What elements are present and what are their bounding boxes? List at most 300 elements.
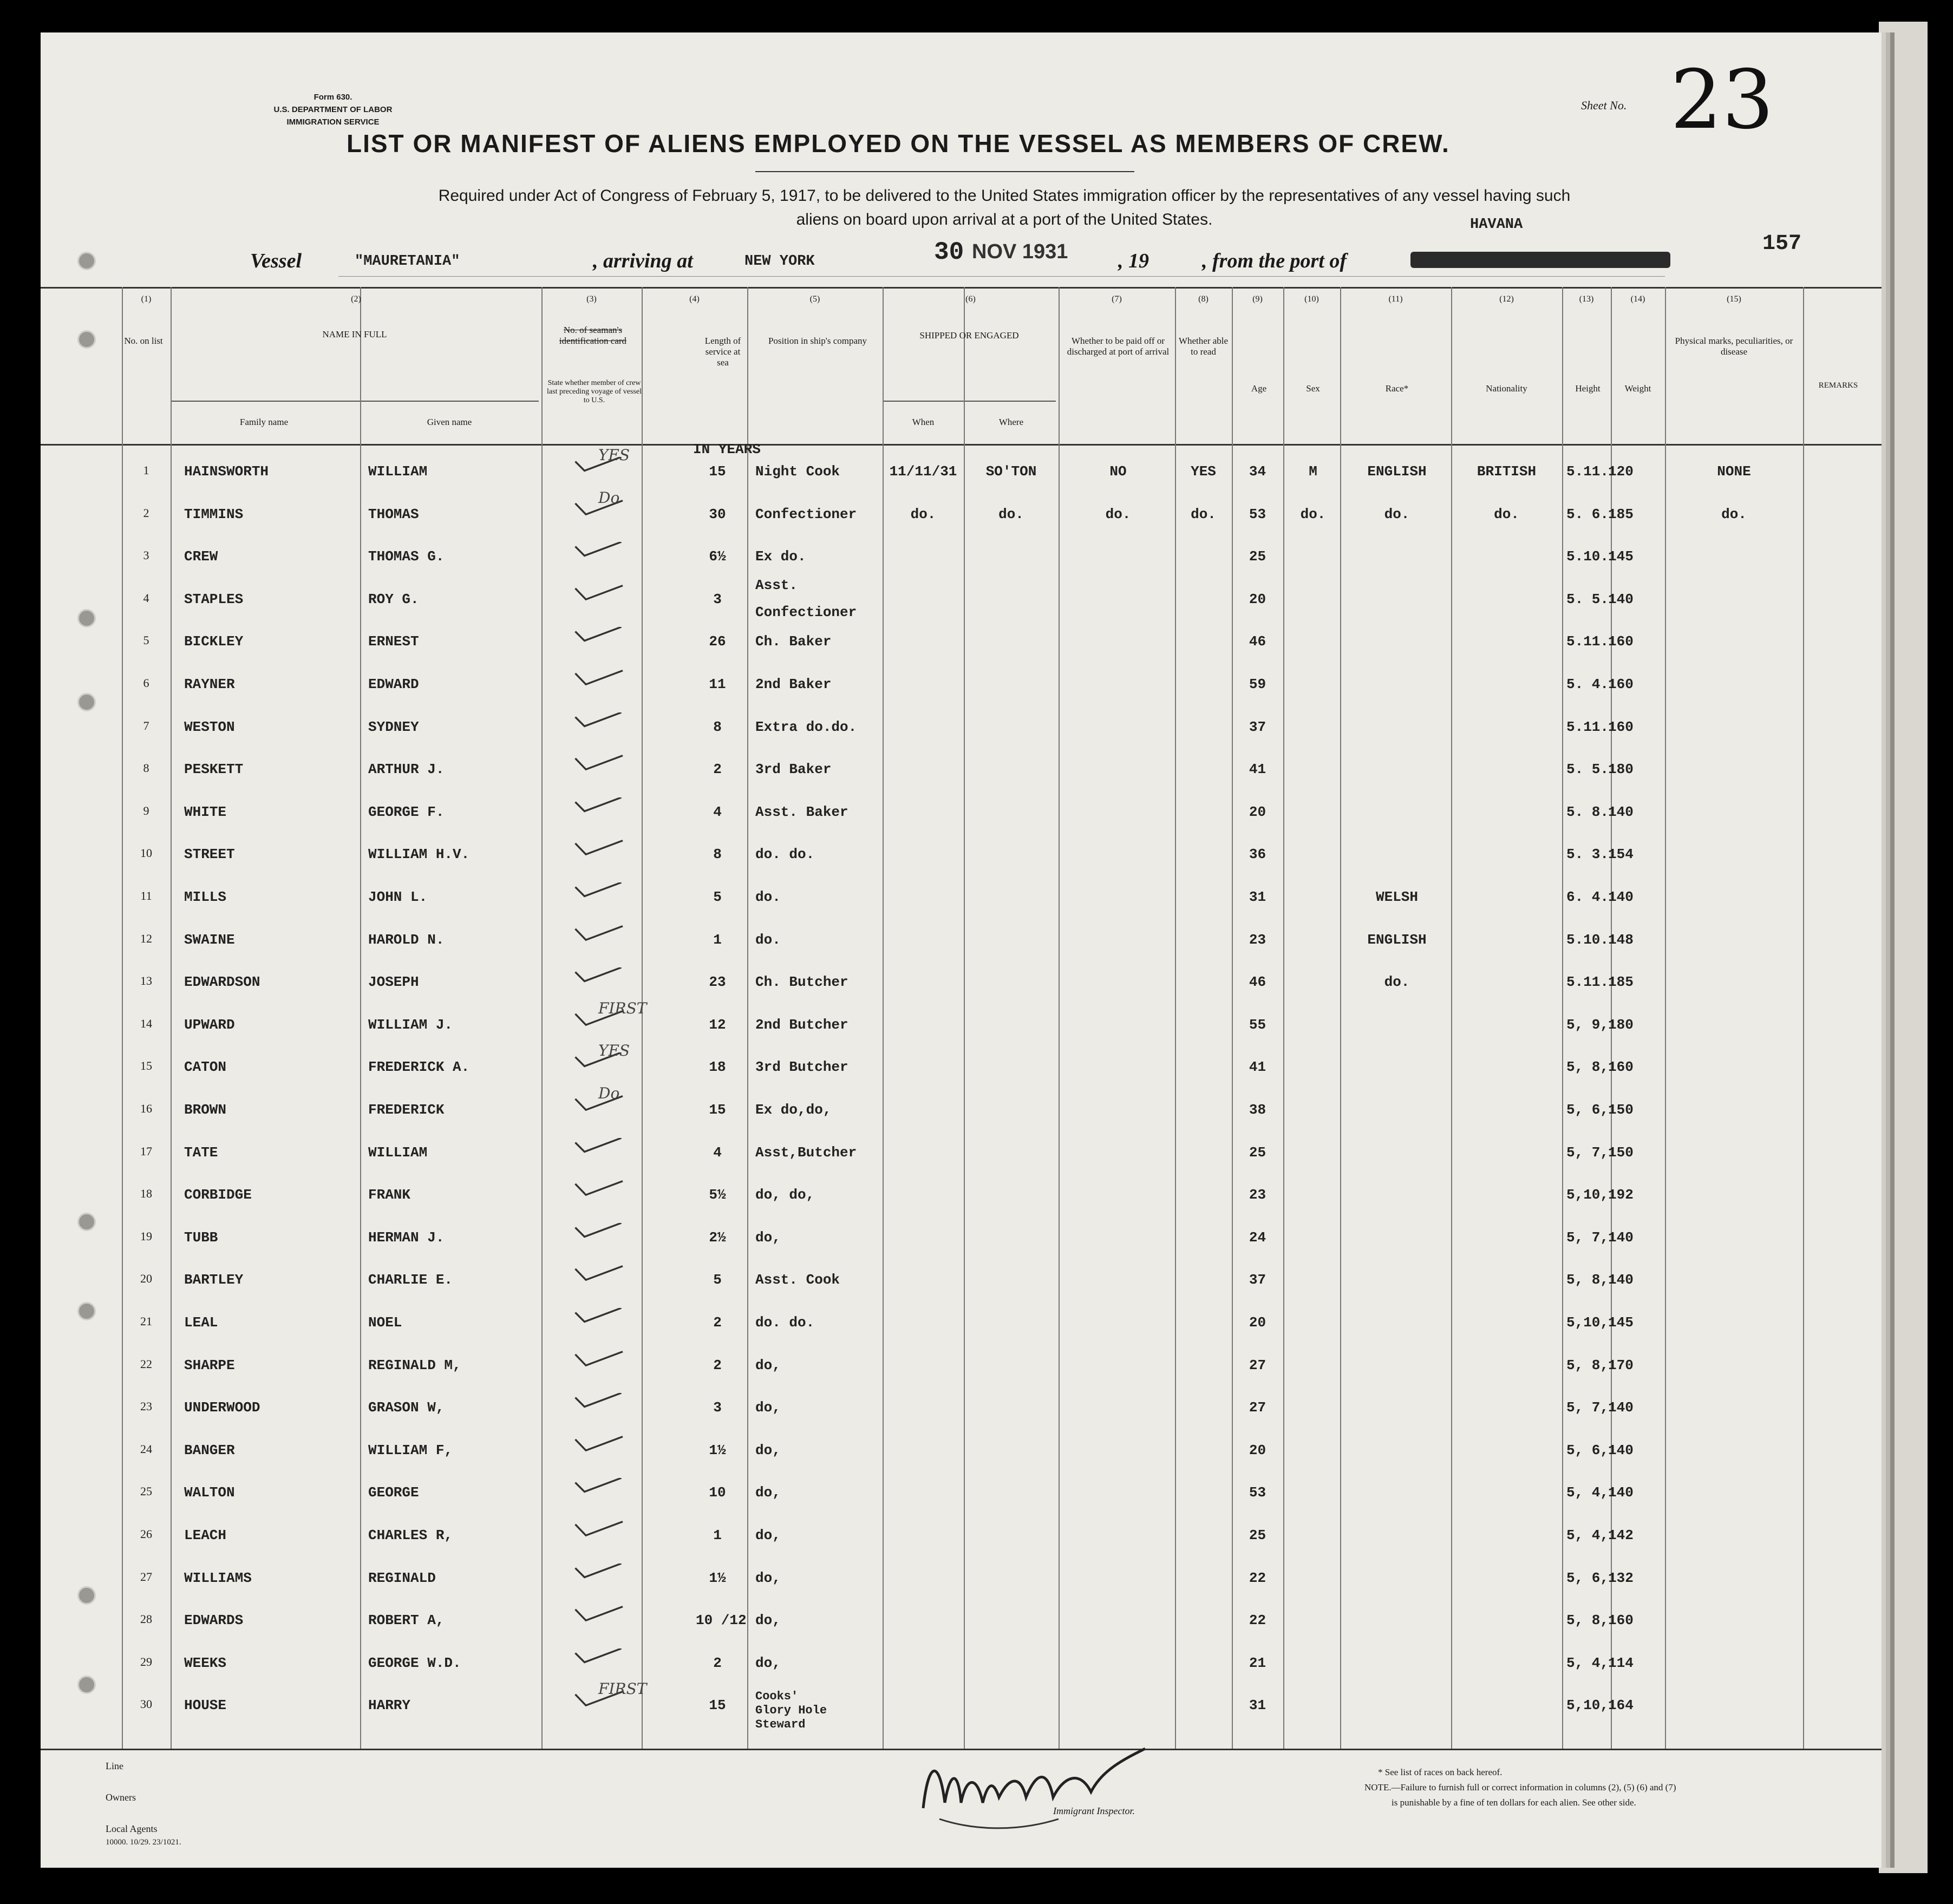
weight: 140 [1608, 1399, 1634, 1416]
age: 31 [1249, 889, 1266, 905]
row-number: 28 [140, 1612, 152, 1626]
weight: 132 [1608, 1570, 1634, 1586]
manifest-title: LIST OR MANIFEST OF ALIENS EMPLOYED ON THE VESSEL AS MEMBERS OF CREW. [347, 129, 1450, 158]
row-number: 21 [140, 1314, 152, 1328]
position: Night Cook [755, 463, 840, 480]
sex: do. [1300, 506, 1326, 522]
weight: 180 [1608, 761, 1634, 777]
age: 37 [1249, 719, 1266, 735]
crew-table [41, 287, 1882, 1754]
row-number: 27 [140, 1570, 152, 1584]
table-row [41, 999, 1882, 1046]
page-number: 157 [1762, 232, 1802, 256]
table-row [41, 886, 1882, 918]
row-number: 24 [140, 1442, 152, 1456]
family-name: TUBB [184, 1229, 218, 1246]
length-of-service: 3 [713, 591, 722, 607]
header-position: Position in ship's company [768, 336, 867, 346]
header-weight: Weight [1624, 383, 1651, 394]
header-family-name: Family name [239, 417, 289, 427]
position: do, do, [755, 1187, 815, 1203]
length-of-service: 4 [713, 804, 722, 820]
redacted-port-strike [1410, 252, 1670, 268]
age: 23 [1249, 1187, 1266, 1203]
length-of-service: 12 [709, 1017, 726, 1033]
row-number: 29 [140, 1655, 152, 1669]
weight: 160 [1608, 1059, 1634, 1075]
weight: 164 [1608, 1697, 1634, 1713]
weight: 150 [1608, 1144, 1634, 1161]
vessel-underline [338, 276, 1665, 277]
weight: 145 [1608, 548, 1634, 565]
height: 5.10. [1566, 548, 1609, 565]
height: 5. 6. [1566, 506, 1609, 522]
height: 5.10. [1566, 932, 1609, 948]
position: do, [755, 1570, 781, 1586]
table-row [41, 758, 1882, 790]
height: 5,10, [1566, 1697, 1609, 1713]
row-number: 1 [143, 463, 149, 477]
row-number: 17 [140, 1144, 152, 1158]
given-name: WILLIAM [368, 1144, 428, 1161]
column-number: (4) [689, 295, 700, 304]
height: 5,10, [1566, 1314, 1609, 1331]
height: 5, 4, [1566, 1655, 1609, 1671]
row-number: 16 [140, 1102, 152, 1115]
row-number: 14 [140, 1017, 152, 1030]
position-line-2: Confectioner [755, 604, 857, 620]
table-row [41, 630, 1882, 663]
given-name: GEORGE [368, 1484, 419, 1501]
race: ENGLISH [1367, 932, 1427, 948]
length-of-service: 2 [713, 1314, 722, 1331]
family-name: RAYNER [184, 676, 235, 692]
able-to-read: do. [1191, 506, 1216, 522]
weight: 180 [1608, 1017, 1634, 1033]
age: 36 [1249, 846, 1266, 862]
shipped-where: SO'TON [985, 463, 1037, 480]
position: do, [755, 1612, 781, 1628]
position: Ch. Baker [755, 633, 832, 650]
header-race: Race* [1385, 383, 1409, 394]
length-of-service: 26 [709, 633, 726, 650]
column-number: (13) [1579, 295, 1594, 304]
family-name: CREW [184, 548, 218, 565]
check-mark [569, 1648, 628, 1667]
age: 59 [1249, 676, 1266, 692]
weight: 140 [1608, 1442, 1634, 1458]
given-name: JOSEPH [368, 974, 419, 990]
length-of-service: 5½ [709, 1187, 726, 1203]
given-name: HARRY [368, 1697, 411, 1713]
position: Asst. Cook [755, 1272, 840, 1288]
position: do, [755, 1527, 781, 1543]
height: 5.11. [1566, 463, 1609, 480]
given-name: GEORGE F. [368, 804, 445, 820]
length-of-service: 30 [709, 506, 726, 522]
family-name: UNDERWOOD [184, 1399, 260, 1416]
length-of-service: 2 [713, 761, 722, 777]
weight: 140 [1608, 1484, 1634, 1501]
check-mark [569, 925, 628, 944]
position: do, [755, 1655, 781, 1671]
length-of-service: 8 [713, 719, 722, 735]
height: 5.11. [1566, 974, 1609, 990]
height: 5, 4, [1566, 1484, 1609, 1501]
nationality: do. [1494, 506, 1519, 522]
height: 5, 8, [1566, 1059, 1609, 1075]
penalty-note-line-2: is punishable by a fine of ten dollars for each alien. See other side. [1392, 1797, 1636, 1808]
check-mark [569, 1351, 628, 1369]
row-number: 22 [140, 1357, 152, 1371]
table-row [41, 1084, 1882, 1131]
position: do, [755, 1357, 781, 1373]
table-row [41, 716, 1882, 748]
given-name: FRANK [368, 1187, 411, 1203]
sheet-number: 23 [1670, 53, 1774, 147]
family-name: WESTON [184, 719, 235, 735]
length-of-service: 18 [709, 1059, 726, 1075]
check-mark [569, 542, 628, 560]
position: 2nd Butcher [755, 1017, 848, 1033]
table-row [41, 1396, 1882, 1429]
family-name: WILLIAMS [184, 1570, 252, 1586]
weight: 160 [1608, 676, 1634, 692]
check-mark [569, 797, 628, 816]
length-of-service: 2 [713, 1655, 722, 1671]
vessel-name: "MAURETANIA" [355, 253, 460, 270]
position: do. [755, 932, 781, 948]
length-of-service: 3 [713, 1399, 722, 1416]
table-row [41, 928, 1882, 961]
row-number: 5 [143, 633, 149, 647]
underlying-page-edge [1879, 22, 1928, 1873]
column-number: (8) [1198, 295, 1209, 304]
physical-marks: do. [1721, 506, 1747, 522]
weight: 192 [1608, 1187, 1634, 1203]
handwritten-note: FIRST [598, 999, 647, 1017]
paid-off: do. [1105, 506, 1131, 522]
age: 41 [1249, 1059, 1266, 1075]
race: do. [1384, 506, 1410, 522]
line-label: Line [106, 1761, 123, 1771]
position: Ch. Butcher [755, 974, 848, 990]
in-years-label: IN YEARS [693, 441, 761, 457]
position: do, [755, 1229, 781, 1246]
header-seaman-card: No. of seaman's identification card [559, 325, 627, 346]
row-number: 2 [143, 506, 149, 520]
given-name: JOHN L. [368, 889, 428, 905]
check-mark [569, 1265, 628, 1284]
row-number: 30 [140, 1697, 152, 1711]
age: 22 [1249, 1612, 1266, 1628]
family-name: TATE [184, 1144, 218, 1161]
weight: 160 [1608, 719, 1634, 735]
family-name: PESKETT [184, 761, 244, 777]
position: do, [755, 1442, 781, 1458]
row-number: 3 [143, 548, 149, 562]
family-name: CORBIDGE [184, 1187, 252, 1203]
height: 5,10, [1566, 1187, 1609, 1203]
check-mark [569, 1308, 628, 1326]
column-number: (15) [1727, 295, 1741, 304]
length-of-service: 8 [713, 846, 722, 862]
header-physical-marks: Physical marks, peculiarities, or disease [1675, 336, 1793, 357]
check-mark [569, 712, 628, 731]
position-line-3: Steward [755, 1718, 806, 1731]
height: 5.11. [1566, 633, 1609, 650]
position: Extra do.do. [755, 719, 857, 735]
check-mark [569, 1436, 628, 1454]
given-name: HAROLD N. [368, 932, 445, 948]
header-bottom-rule [41, 444, 1882, 446]
weight: 140 [1608, 889, 1634, 905]
family-name: CATON [184, 1059, 227, 1075]
form-number: Form 630. [313, 93, 352, 102]
shipped-subheader-rule [883, 401, 1056, 402]
shipped-when: 11/11/31 [889, 463, 957, 480]
row-number: 13 [140, 974, 152, 987]
owners-label: Owners [106, 1792, 136, 1803]
length-of-service: 1½ [709, 1570, 726, 1586]
length-of-service: 15 [709, 1102, 726, 1118]
weight: 120 [1608, 463, 1634, 480]
nationality: BRITISH [1477, 463, 1537, 480]
length-of-service: 1½ [709, 1442, 726, 1458]
age: 41 [1249, 761, 1266, 777]
year-label: , 19 [1118, 250, 1149, 272]
family-name: MILLS [184, 889, 227, 905]
family-name: STAPLES [184, 591, 244, 607]
header-shipped: SHIPPED OR ENGAGED [919, 330, 1019, 341]
length-of-service: 5 [713, 889, 722, 905]
column-number: (12) [1499, 295, 1514, 304]
row-number: 23 [140, 1399, 152, 1413]
weight: 140 [1608, 1272, 1634, 1288]
row-number: 6 [143, 676, 149, 690]
weight: 160 [1608, 633, 1634, 650]
position: Asst. [755, 577, 798, 593]
height: 5. 5. [1566, 591, 1609, 607]
position: do, [755, 1484, 781, 1501]
manifest-subtitle [219, 184, 1789, 232]
column-number: (9) [1252, 295, 1263, 304]
length-of-service: 4 [713, 1144, 722, 1161]
given-name: CHARLES R, [368, 1527, 453, 1543]
row-number: 8 [143, 761, 149, 775]
age: 34 [1249, 463, 1266, 480]
table-row [41, 1481, 1882, 1514]
age: 27 [1249, 1357, 1266, 1373]
weight: 114 [1608, 1655, 1634, 1671]
given-name: WILLIAM [368, 463, 428, 480]
handwritten-note: YES [598, 1042, 630, 1059]
header-name-in-full: NAME IN FULL [322, 329, 387, 339]
column-number: (5) [809, 295, 820, 304]
age: 38 [1249, 1102, 1266, 1118]
local-agents-label: Local Agents [106, 1823, 158, 1834]
given-name: REGINALD [368, 1570, 436, 1586]
row-number: 25 [140, 1484, 152, 1498]
print-code: 10000. 10/29. 23/1021. [106, 1838, 181, 1847]
row-number: 11 [140, 889, 152, 902]
length-of-service: 15 [709, 1697, 726, 1713]
header-age: Age [1251, 383, 1267, 394]
column-number: (1) [141, 295, 152, 304]
weight: 142 [1608, 1527, 1634, 1543]
age: 53 [1249, 1484, 1266, 1501]
age: 25 [1249, 1144, 1266, 1161]
sex: M [1309, 463, 1317, 480]
height: 5, 6, [1566, 1102, 1609, 1118]
row-number: 12 [140, 932, 152, 945]
height: 5. 3. [1566, 846, 1609, 862]
age: 46 [1249, 974, 1266, 990]
handwritten-note: FIRST [598, 1680, 647, 1698]
service-name: IMMIGRATION SERVICE [286, 117, 380, 127]
check-mark [569, 1138, 628, 1156]
races-note: * See list of races on back hereof. [1378, 1767, 1503, 1777]
height: 5, 6, [1566, 1442, 1609, 1458]
height: 5, 9, [1566, 1017, 1609, 1033]
height: 5, 7, [1566, 1144, 1609, 1161]
column-number: (3) [586, 295, 597, 304]
given-name: GRASON W, [368, 1399, 445, 1416]
family-name: WALTON [184, 1484, 235, 1501]
given-name: REGINALD M, [368, 1357, 461, 1373]
family-name: UPWARD [184, 1017, 235, 1033]
age: 21 [1249, 1655, 1266, 1671]
weight: 150 [1608, 1102, 1634, 1118]
given-name: WILLIAM H.V. [368, 846, 470, 862]
position: 3rd Butcher [755, 1059, 848, 1075]
family-name: SWAINE [184, 932, 235, 948]
age: 25 [1249, 548, 1266, 565]
age: 20 [1249, 1314, 1266, 1331]
column-number: (11) [1388, 295, 1403, 304]
family-name: TIMMINS [184, 506, 244, 522]
header-seaman-state: State whether member of crew last preceding voyage of vessel to U.S. [547, 379, 642, 404]
age: 24 [1249, 1229, 1266, 1246]
physical-marks: NONE [1717, 463, 1751, 480]
arriving-label: , arriving at [593, 250, 693, 272]
table-row [41, 1183, 1882, 1216]
age: 25 [1249, 1527, 1266, 1543]
given-name: FREDERICK A. [368, 1059, 470, 1075]
binder-hole [77, 252, 96, 270]
family-name: LEAL [184, 1314, 218, 1331]
position: do. do. [755, 1314, 815, 1331]
length-of-service: 23 [709, 974, 726, 990]
race: WELSH [1375, 889, 1418, 905]
position-line-2: Glory Hole [755, 1704, 827, 1717]
family-name: LEACH [184, 1527, 227, 1543]
height: 6. 4. [1566, 889, 1609, 905]
length-of-service: 10 [709, 1484, 726, 1501]
given-name: THOMAS G. [368, 548, 445, 565]
manifest-sheet [41, 32, 1882, 1868]
height: 5, 8, [1566, 1612, 1609, 1628]
height: 5, 8, [1566, 1357, 1609, 1373]
column-number: (7) [1112, 295, 1122, 304]
row-number: 9 [143, 804, 149, 817]
check-mark [569, 1606, 628, 1624]
weight: 185 [1608, 974, 1634, 990]
height: 5, 7, [1566, 1229, 1609, 1246]
position: do, [755, 1399, 781, 1416]
age: 31 [1249, 1697, 1266, 1713]
given-name: ARTHUR J. [368, 761, 445, 777]
table-row [41, 545, 1882, 578]
table-row [41, 801, 1882, 833]
check-mark [569, 1180, 628, 1199]
length-of-service: 1 [713, 932, 722, 948]
check-mark [569, 585, 628, 603]
row-number: 10 [140, 846, 152, 860]
age: 46 [1249, 633, 1266, 650]
table-row [41, 971, 1882, 1003]
subtitle-line-2: aliens on board upon arrival at a port of the United States. [796, 211, 1213, 228]
position: Ex do. [755, 548, 806, 565]
height: 5. 5. [1566, 761, 1609, 777]
check-mark [569, 840, 628, 858]
penalty-note [1364, 1780, 1676, 1810]
family-name: STREET [184, 846, 235, 862]
inspector-signature [907, 1738, 1156, 1846]
table-row [41, 1680, 1882, 1731]
table-row [41, 577, 1882, 620]
paid-off: NO [1109, 463, 1127, 480]
given-name: WILLIAM J. [368, 1017, 453, 1033]
position: Confectioner [755, 506, 857, 522]
length-of-service: 2 [713, 1357, 722, 1373]
age: 55 [1249, 1017, 1266, 1033]
height: 5, 4, [1566, 1527, 1609, 1543]
handwritten-note: Do [598, 1084, 620, 1102]
from-port-label: , from the port of [1202, 250, 1347, 272]
family-name: BICKLEY [184, 633, 244, 650]
subtitle-line-1: Required under Act of Congress of February 5, 1917, to be delivered to the United States immigration officer by the representatives of any vessel having such [438, 187, 1571, 205]
check-mark [569, 1521, 628, 1539]
check-mark [569, 755, 628, 773]
check-mark [569, 967, 628, 986]
table-row [41, 1354, 1882, 1386]
table-top-rule [41, 287, 1882, 289]
table-row [41, 673, 1882, 705]
given-name: THOMAS [368, 506, 419, 522]
header-remarks: REMARKS [1818, 381, 1858, 390]
age: 37 [1249, 1272, 1266, 1288]
race: ENGLISH [1367, 463, 1427, 480]
able-to-read: YES [1191, 463, 1216, 480]
table-row [41, 1524, 1882, 1556]
table-row [41, 489, 1882, 535]
given-name: CHARLIE E. [368, 1272, 453, 1288]
handwritten-note: YES [598, 446, 630, 464]
header-length-service: Length of service at sea [704, 336, 741, 368]
family-name: EDWARDS [184, 1612, 244, 1628]
arrival-day: 30 [934, 238, 964, 266]
check-mark [569, 670, 628, 688]
family-name: HOUSE [184, 1697, 227, 1713]
length-of-service: 1 [713, 1527, 722, 1543]
table-row [41, 1268, 1882, 1301]
age: 20 [1249, 1442, 1266, 1458]
given-name: FREDERICK [368, 1102, 445, 1118]
given-name: NOEL [368, 1314, 402, 1331]
family-name: BANGER [184, 1442, 235, 1458]
position: Asst,Butcher [755, 1144, 857, 1161]
